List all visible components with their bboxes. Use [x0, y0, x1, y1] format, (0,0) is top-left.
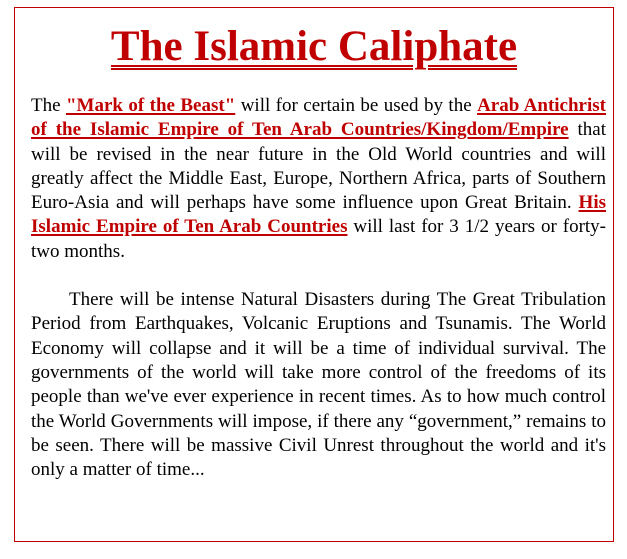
document-frame — [14, 7, 614, 542]
paragraph-1 — [31, 94, 606, 264]
document-body — [31, 94, 606, 482]
paragraph-1-text-2: will for certain be used by the — [235, 95, 478, 116]
arab-antichrist-link[interactable]: Arab Antichrist of the Islamic Empire of Ten Arab Countries/Kingdom/Empire — [31, 95, 606, 141]
page-title-text: The Islamic Caliphate — [110, 23, 518, 70]
paragraph-1-text-3: that will be revised in the near future in the Old World countries and will greatly affect the Middle East, Europe, Northern Africa, parts of Southern Euro-Asia and will perhaps have some influence upon Great Britain. — [31, 119, 606, 214]
mark-of-the-beast-link[interactable]: "Mark of the Beast" — [65, 95, 236, 116]
islamic-empire-link[interactable]: His Islamic Empire of Ten Arab Countries — [31, 192, 606, 238]
paragraph-2: There will be intense Natural Disasters during The Great Tribulation Period from Earthquakes, Volcanic Eruptions and Tsunamis. The World Economy will collapse and it will be a time of individual survival. The governments of the world will take more control of the freedoms of its people than we've ever experience in recent times. As to how much control the World Governments will impose, if there any “government,” remains to be seen. There will be massive Civil Unrest throughout the world and it's only a matter of time... — [31, 289, 606, 481]
paragraph-1-text-1: The — [31, 95, 66, 116]
page-title — [15, 22, 613, 72]
paragraph-1-text-4: will last for 3 1/2 years or forty-two months. — [31, 216, 606, 262]
